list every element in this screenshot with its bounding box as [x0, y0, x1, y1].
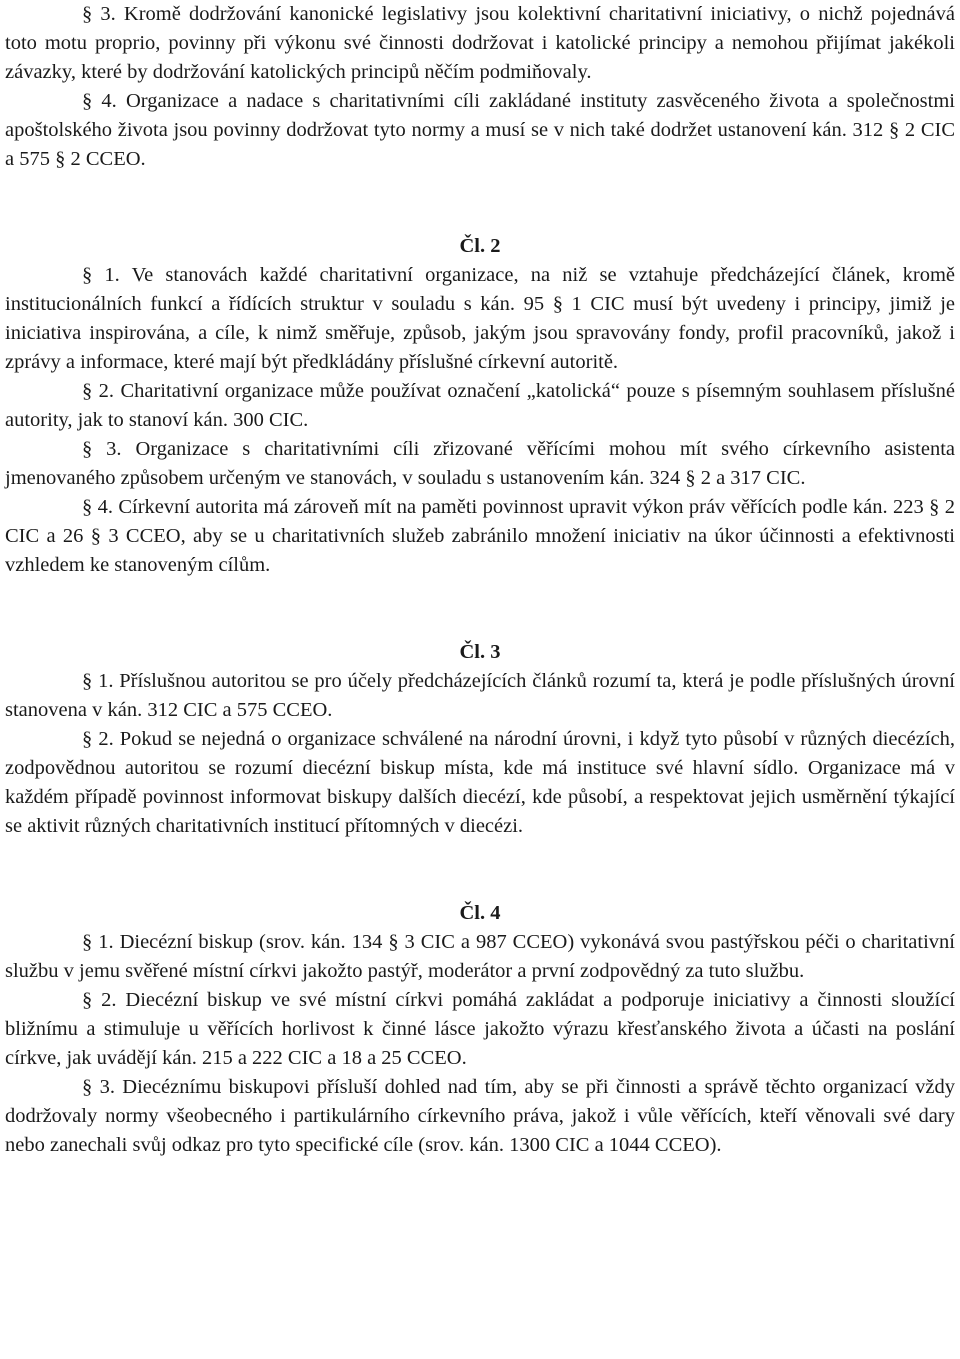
article-4-paragraph-3: § 3. Diecéznímu biskupovi přísluší dohled nad tím, aby se při činnosti a správě těchto organizací vždy dodržovaly normy všeobecného i partikulárního církevního práva, jakož i vůle věřících, kteří věnovali své dary nebo zanechali svůj odkaz pro tyto specifické cíle (srov. kán. 1300 CIC a 1044 CCEO). — [5, 1076, 955, 1156]
article-heading-2: Čl. 2 — [459, 235, 501, 257]
article-2-paragraph-4: § 4. Církevní autorita má zároveň mít na paměti povinnost upravit výkon práv věřících podle kán. 223 § 2 CIC a 26 § 3 CCEO, aby se u charitativních služeb zabránilo množení iniciativ na úkor účinnosti a efektivnosti vzhledem ke stanoveným cílům. — [5, 496, 955, 576]
article-4-paragraph-2: § 2. Diecézní biskup ve své místní církvi pomáhá zakládat a podporuje iniciativy a činnosti sloužící bližnímu a stimuluje u věřících horlivost k činné lásce jakožto výrazu křesťanského života a účasti na poslání církve, jak uvádějí kán. 215 a 222 CIC a 18 a 25 CCEO. — [5, 989, 955, 1069]
article-2-paragraph-3: § 3. Organizace s charitativními cíli zřizované věřícími mohou mít svého církevního asistenta jmenovaného způsobem určeným ve stanovách, v souladu s ustanovením kán. 324 § 2 a 317 CIC. — [5, 438, 955, 489]
article-2-paragraph-1: § 1. Ve stanovách každé charitativní organizace, na niž se vztahuje předcházející článek, kromě institucionálních funkcí a řídících struktur v souladu s kán. 95 § 1 CIC musí být uvedeny i principy, jimiž je iniciativa inspirována, a cíle, k nimž směřuje, způsob, jakým jsou spravovány fondy, profil pracovníků, jakož i zprávy a informace, které mají být předkládány příslušné církevní autoritě. — [5, 264, 955, 373]
article-3-paragraph-2: § 2. Pokud se nejedná o organizace schválené na národní úrovni, i když tyto působí v různých diecézích, zodpovědnou autoritou se rozumí diecézní biskup místa, kde má instituce své hlavní sídlo. Organizace má v každém případě povinnost informovat biskupy dalších diecézí, kde působí, a respektovat jejich usměrnění týkající se aktivit různých charitativních institucí přítomných v diecézi. — [5, 728, 955, 837]
article-3-paragraph-1: § 1. Příslušnou autoritou se pro účely předcházejících článků rozumí ta, která je podle příslušných úrovní stanovena v kán. 312 CIC a 575 CCEO. — [5, 670, 955, 721]
intro-paragraph-4: § 4. Organizace a nadace s charitativními cíli zakládané instituty zasvěceného života a společnostmi apoštolského života jsou povinny dodržovat tyto normy a musí se v nich také dodržet ustanovení kán. 312 § 2 CIC a 575 § 2 CCEO. — [5, 90, 955, 170]
article-4-paragraph-1: § 1. Diecézní biskup (srov. kán. 134 § 3 CIC a 987 CCEO) vykonává svou pastýřskou péči o charitativní službu v jemu svěřené místní církvi jakožto pastýř, moderátor a první zodpovědný za tuto službu. — [5, 931, 955, 982]
intro-paragraph-3: § 3. Kromě dodržování kanonické legislativy jsou kolektivní charitativní iniciativy, o nichž pojednává toto motu proprio, povinny při výkonu své činnosti dodržovat i katolické principy a nemohou přijímat jakékoli závazky, které by dodržování katolických principů něčím podmiňovaly. — [5, 3, 955, 83]
article-heading-3: Čl. 3 — [459, 641, 501, 663]
article-heading-4: Čl. 4 — [459, 902, 501, 924]
document-page — [5, 0, 955, 1160]
article-2-paragraph-2: § 2. Charitativní organizace může používat označení „katolická“ pouze s písemným souhlasem příslušné autority, jak to stanoví kán. 300 CIC. — [5, 380, 955, 431]
